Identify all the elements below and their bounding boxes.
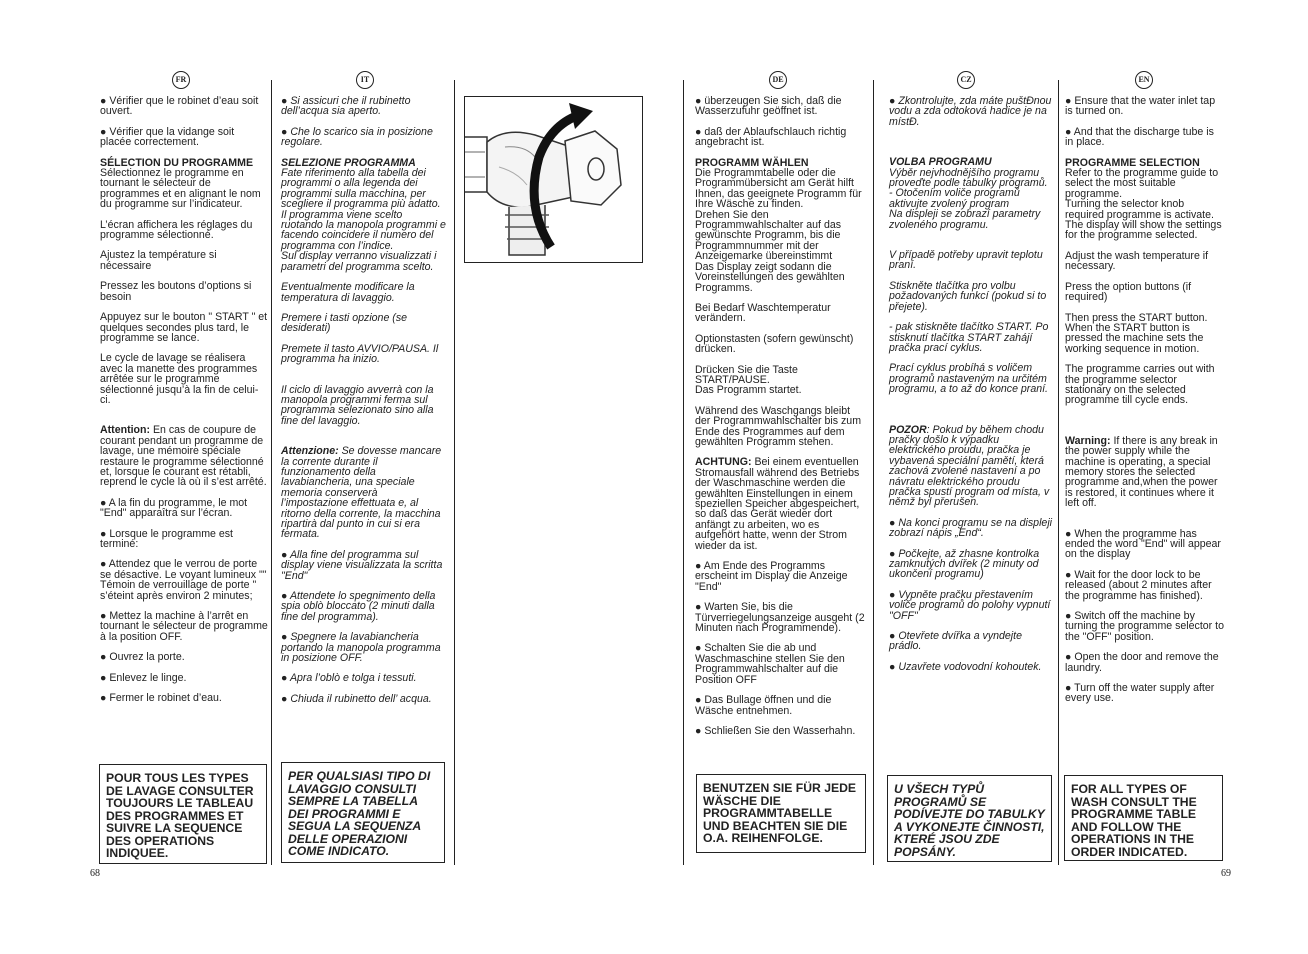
- text-paragraph: ● Vérifier que le robinet d’eau soit ouvert.: [100, 95, 259, 118]
- text-paragraph: ● A la fin du programme, le mot "End" apparaîtra sur l’écran.: [100, 496, 248, 520]
- text-paragraph: Drücken Sie die Taste START/PAUSE. Das Programm startet.: [695, 363, 802, 397]
- text-paragraph: ● Attendete lo spegnimento della spia oblò bloccato (2 minuti dalla fine del programma).: [281, 590, 436, 623]
- section-block: [1065, 158, 1225, 241]
- text-paragraph: Adjust the wash temperature if necessary.: [1065, 249, 1209, 273]
- text-paragraph: Výběr nejvhodnějšího programu proveďte podle tabulky programů.: [889, 166, 1048, 190]
- warning-paragraph: [695, 457, 865, 551]
- column-divider: [271, 80, 272, 865]
- text-paragraph: ● Attendez que le verrou de porte se désactive. Le voyant lumineux "" Témoin de verrouillage de porte " s’éteint après environ 2 minutes;: [100, 558, 267, 602]
- text-paragraph: ● Open the door and remove the laundry.: [1065, 651, 1219, 674]
- text-paragraph: Während des Waschgangs bleibt der Programmwahlschalter bis zum Ende des Programmes auf dem gewählten Programm stehen.: [695, 404, 862, 448]
- text-paragraph: ● Switch off the machine by turning the programme selector to the "OFF" position.: [1065, 610, 1224, 643]
- warning-text: Se dovesse mancare la corrente durante il funzionamento della lavabiancheria, una speciale memoria conserverà l’impostazione effettuata e, al ritorno della corrente, la macchina ripartirà dal punto in cui si era fermata.: [281, 445, 442, 541]
- section-heading: PROGRAMM WÄHLEN: [695, 156, 809, 169]
- text-paragraph: Stiskněte tlačítka pro volbu požadovaných funkcí (pokud si to přejete).: [889, 279, 1047, 313]
- text-paragraph: Il ciclo di lavaggio avverrà con la manopola programmi ferma sul programma selezionato sino alla fine del lavaggio.: [281, 383, 434, 427]
- warning-paragraph: [889, 425, 1053, 508]
- language-badge-en: EN: [1135, 71, 1153, 89]
- section-heading: SELEZIONE PROGRAMMA: [281, 156, 416, 169]
- text-paragraph: ● Ensure that the water inlet tap is turned on.: [1065, 95, 1216, 118]
- text-paragraph: ● Vérifier que la vidange soit placée correctement.: [100, 125, 235, 149]
- warning-text: En cas de coupure de courant pendant un programme de lavage, une mémoire spéciale restaure le programme sélectionné et, lorsque le courant est rétabli, reprend le cycle là où il s’est arrêté.: [100, 424, 267, 489]
- text-paragraph: Le cycle de lavage se réalisera avec la manette des programmes arrêtée sur le programme sélectionné jusqu’à la fin de celui-ci.: [100, 352, 259, 406]
- text-paragraph: Appuyez sur le bouton " START " et quelques secondes plus tard, le programme se lance.: [100, 311, 268, 344]
- text-paragraph: Eventualmente modificare la temperatura di lavaggio.: [281, 281, 415, 304]
- section-heading: PROGRAMME SELECTION: [1065, 156, 1200, 169]
- text-paragraph: ● Am Ende des Programms erscheint im Display die Anzeige "End": [695, 560, 848, 593]
- text-paragraph: Refer to the programme guide to select the most suitable programme.: [1065, 167, 1219, 200]
- text-paragraph: ● Počkejte, až zhasne kontrolka zamknutých dvířek (2 minuty od ukončení programu): [889, 547, 1040, 581]
- text-paragraph: ● Spegnere la lavabiancheria portando la manopola programma in posizione OFF.: [281, 631, 441, 665]
- text-paragraph: ● Chiuda il rubinetto dell’ acqua.: [281, 692, 432, 705]
- text-paragraph: Das Display zeigt sodann die Voreinstellungen des gewählten Programms.: [695, 260, 845, 294]
- warning-label: Warning:: [1065, 434, 1111, 447]
- column-divider: [683, 80, 684, 865]
- text-paragraph: ● Enlevez le linge.: [100, 671, 187, 684]
- warning-paragraph: [281, 446, 447, 540]
- language-badge-fr: FR: [172, 71, 190, 89]
- text-paragraph: Optionstasten (sofern gewünscht) drücken.: [695, 332, 854, 356]
- text-paragraph: ● Fermer le robinet d’eau.: [100, 692, 222, 705]
- section-heading: SÉLECTION DU PROGRAMME: [100, 156, 254, 169]
- text-paragraph: ● Schalten Sie die ab und Waschmaschine stellen Sie den Programmwahlschalter auf die Position OFF: [695, 642, 845, 686]
- note-box-de: BENUTZEN SIE FÜR JEDE WÄSCHE DIE PROGRAMMTABELLE UND BEACHTEN SIE DIE O.A. REIHENFOLGE.: [696, 774, 866, 853]
- column-fr: [100, 96, 268, 713]
- language-badge-cz: CZ: [957, 71, 975, 89]
- warning-label: ACHTUNG:: [695, 456, 752, 469]
- text-paragraph: Premere i tasti opzione (se desiderati): [281, 311, 408, 335]
- warning-text: If there is any break in the power supply while the machine is operating, a special memory stores the selected programme and,when the power is restored, it continues where it left off.: [1065, 434, 1218, 510]
- column-it: [281, 96, 447, 714]
- warning-label: Attention:: [100, 424, 151, 437]
- note-box-cz: U VŠECH TYPŮ PROGRAMŮ SE PODÍVEJTE DO TABULKY A VYKONEJTE ČINNOSTI, KTERÉ JSOU ZDE POPSÁNY.: [887, 775, 1052, 862]
- text-paragraph: ● Si assicuri che il rubinetto dell’acqua sia aperto.: [281, 95, 411, 118]
- warning-paragraph: [1065, 436, 1225, 509]
- text-paragraph: Die Programmtabelle oder die Programmübersicht am Gerät hilft Ihnen, das geeignete Programm für Ihre Wäsche zu finden.: [695, 167, 862, 211]
- text-paragraph: Ajustez la température si nécessaire: [100, 249, 217, 272]
- text-paragraph: Bei Bedarf Waschtemperatur verändern.: [695, 301, 831, 325]
- text-paragraph: - pak stiskněte tlačítko START. Po stisknutí tlačítka START zahájí pračka prací cyklus.: [889, 321, 1049, 354]
- water-tap-icon: [465, 97, 642, 262]
- text-paragraph: V případě potřeby upravit teplotu praní.: [889, 249, 1043, 272]
- text-paragraph: The programme carries out with the programme selector stationary on the selected programme till cycle ends.: [1065, 363, 1215, 407]
- text-paragraph: ● Warten Sie, bis die Türverriegelungsanzeige ausgeht (2 Minuten nach Programmende).: [695, 601, 865, 635]
- column-divider: [873, 80, 874, 865]
- column-divider: [1058, 80, 1059, 865]
- text-paragraph: ● Na konci programu se na displeji zobrazí nápis „End“.: [889, 516, 1053, 540]
- text-paragraph: ● Mettez la machine à l’arrêt en tournant le sélecteur de programme à la position OFF.: [100, 610, 268, 643]
- text-paragraph: Il programma viene scelto ruotando la manopola programmi e facendo coincidere il numero del programma con l’indice.: [281, 208, 446, 252]
- column-en: [1065, 96, 1225, 714]
- text-paragraph: Press the option buttons (if required): [1065, 280, 1192, 304]
- language-badge-it: IT: [356, 71, 374, 89]
- text-paragraph: ● überzeugen Sie sich, daß die Wasserzufuhr geöffnet ist.: [695, 95, 842, 118]
- text-paragraph: ● And that the discharge tube is in place.: [1065, 125, 1214, 149]
- text-paragraph: ● daß der Ablaufschlauch richtig angebracht ist.: [695, 125, 847, 149]
- note-box-fr: POUR TOUS LES TYPES DE LAVAGE CONSULTER TOUJOURS LE TABLEAU DES PROGRAMMES ET SUIVRE LA SEQUENCE DES OPERATIONS INDIQUEE.: [99, 764, 267, 864]
- column-cz: [889, 96, 1053, 682]
- text-paragraph: ● Alla fine del programma sul display viene visualizzata la scritta "End": [281, 548, 443, 582]
- text-paragraph: ● When the programme has ended the word "End" will appear on the display: [1065, 527, 1221, 561]
- text-paragraph: Sélectionnez le programme en tournant le sélecteur de programmes et en alignant le nom du programme sur l’indicateur.: [100, 167, 261, 211]
- language-badge-de: DE: [769, 71, 787, 89]
- text-paragraph: L’écran affichera les réglages du programme sélectionné.: [100, 218, 253, 242]
- text-paragraph: ● Otevřete dvířka a vyndejte prádlo.: [889, 630, 1022, 653]
- text-paragraph: - Otočením voliče programů aktivujte zvolený program: [889, 187, 1020, 210]
- column-divider: [454, 80, 455, 865]
- section-heading: VOLBA PROGRAMU: [889, 156, 992, 169]
- text-paragraph: The display will show the settings for the programme selected.: [1065, 219, 1222, 242]
- note-box-en: FOR ALL TYPES OF WASH CONSULT THE PROGRAMME TABLE AND FOLLOW THE OPERATIONS IN THE ORDER INDICATED.: [1064, 775, 1223, 861]
- text-paragraph: ● Zkontrolujte, zda máte puštĐnou vodu a zda odtoková hadice je na místĐ.: [889, 95, 1052, 128]
- text-paragraph: Prací cyklus probíhá s voličem programů nastaveným na určitém programu, a to až do konce praní.: [889, 362, 1048, 396]
- section-block: [281, 158, 447, 272]
- text-paragraph: Pressez les boutons d’options si besoin: [100, 280, 252, 303]
- text-paragraph: ● Wait for the door lock to be released (about 2 minutes after the programme has finished).: [1065, 568, 1212, 602]
- section-block: [695, 158, 865, 293]
- warning-text: : Pokud by během chodu pračky došlo k výpadku elektrického proudu, pračka je vybavená speciální pamětí, která zachová zvolené nastavení a po návratu elektrického proudu pračka spustí program od místa, v němž byl přerušen.: [889, 423, 1050, 509]
- text-paragraph: Na displeji se zobrazí parametry zvoleného programu.: [889, 208, 1041, 231]
- warning-text: Bei einem eventuellen Stromausfall während des Betriebs der Waschmaschine werden die gewählten Einstellungen in einem speziellen Speicher abgespeichert, so daß das Gerät wieder dort anfängt zu arbeiten, wo es aufgehört hatte, wenn der Strom wieder da ist.: [695, 456, 860, 552]
- column-de: [695, 96, 865, 746]
- text-paragraph: ● Vypněte pračku přestavením voliče programů do polohy vypnutí "OFF": [889, 588, 1051, 622]
- text-paragraph: ● Das Bullage öffnen und die Wäsche entnehmen.: [695, 694, 832, 717]
- section-block: [889, 157, 1053, 230]
- text-paragraph: Drehen Sie den Programmwahlschalter auf das gewünschte Programm, bis die Programmnummer mit der Anzeigemarke übereinstimmt: [695, 208, 842, 263]
- text-paragraph: Fate riferimento alla tabella dei programmi o alla legenda dei programmi sulla macchina, per scegliere il programma più adatto.: [281, 167, 441, 211]
- text-paragraph: ● Schließen Sie den Wasserhahn.: [695, 724, 856, 737]
- warning-paragraph: [100, 425, 268, 487]
- warning-label: POZOR: [889, 423, 927, 436]
- text-paragraph: Turning the selector knob required programme is activate.: [1065, 198, 1214, 221]
- text-paragraph: ● Ouvrez la porte.: [100, 651, 185, 664]
- text-paragraph: Premete il tasto AVVIO/PAUSA. Il programma ha inizio.: [281, 342, 439, 366]
- note-box-it: PER QUALSIASI TIPO DI LAVAGGIO CONSULTI SEMPRE LA TABELLA DEI PROGRAMMI E SEGUA LA SEQUENZA DELLE OPERAZIONI COME INDICATO.: [281, 762, 445, 863]
- page-number-left: 68: [90, 868, 100, 879]
- text-paragraph: ● Apra l’oblò e tolga i tessuti.: [281, 672, 417, 685]
- page-number-right: 69: [1221, 868, 1231, 879]
- text-paragraph: ● Turn off the water supply after every use.: [1065, 682, 1215, 705]
- text-paragraph: Then press the START button. When the START button is pressed the machine sets the working sequence in motion.: [1065, 311, 1208, 355]
- warning-label: Attenzione:: [281, 445, 339, 458]
- text-paragraph: Sul display verranno visualizzati i parametri del programma scelto.: [281, 250, 437, 273]
- tap-illustration: [464, 96, 643, 263]
- text-paragraph: ● Uzavřete vodovodní kohoutek.: [889, 660, 1042, 673]
- text-paragraph: ● Lorsque le programme est terminé:: [100, 527, 233, 550]
- section-block: [100, 158, 268, 210]
- text-paragraph: ● Che lo scarico sia in posizione regolare.: [281, 125, 433, 149]
